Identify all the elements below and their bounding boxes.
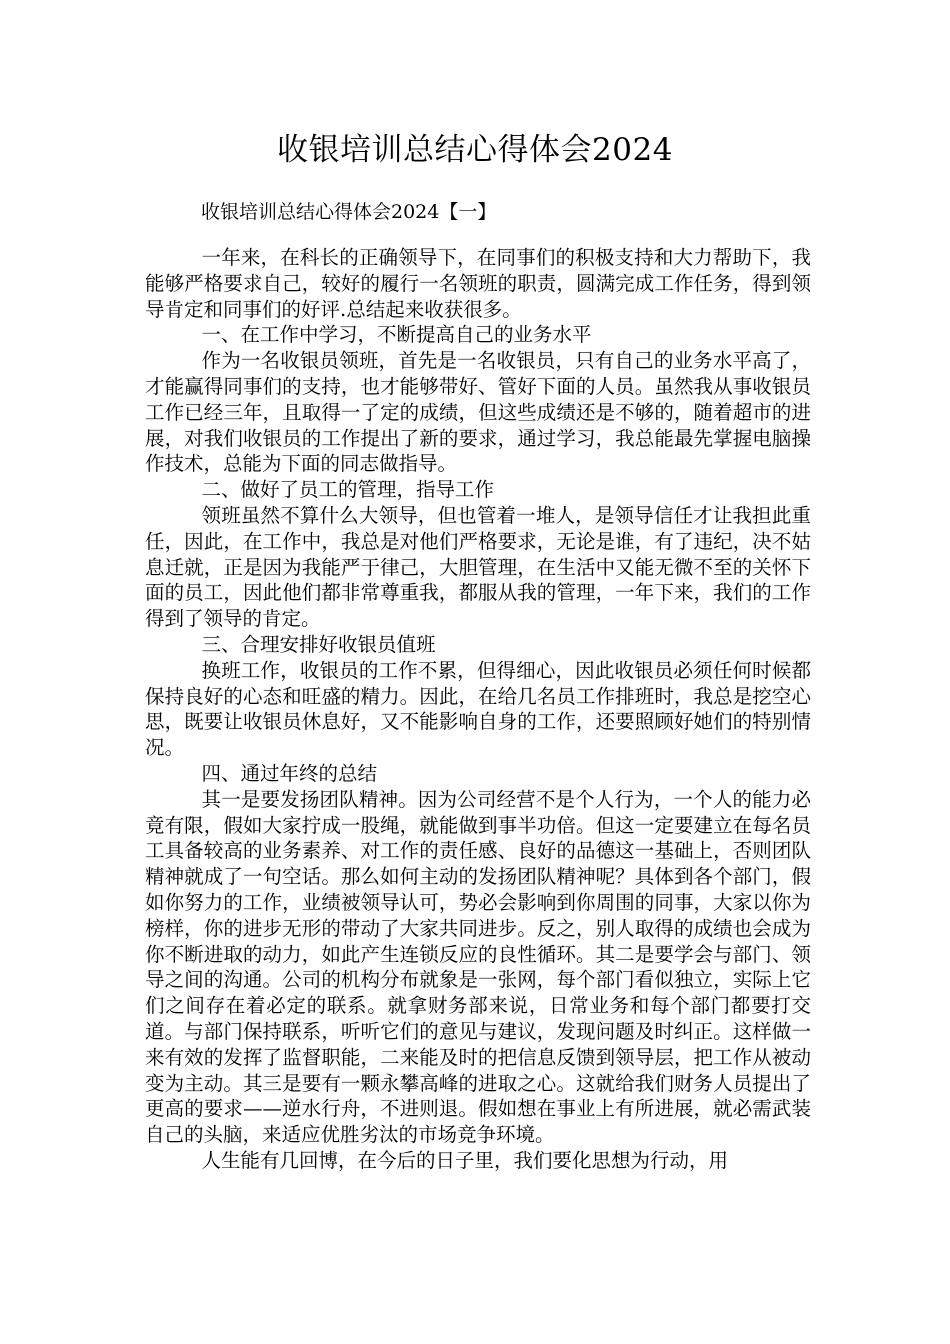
paragraph-section-1: 作为一名收银员领班，首先是一名收银员，只有自己的业务水平高了，才能赢得同事们的支持，也才能够带好、管好下面的人员。虽然我从事收银员工作已经三年，且取得一了定的成绩，但这些成绩还是不够的，随着超市的进展，对我们收银员的工作提出了新的要求，通过学习，我总能最先掌握电脑操作技术，总能为下面的同志做指导。 bbox=[145, 349, 811, 476]
paragraph-closing: 人生能有几回博，在今后的日子里，我们要化思想为行动，用 bbox=[201, 1148, 729, 1172]
paragraph-intro: 一年来，在科长的正确领导下，在同事们的积极支持和大力帮助下，我能够严格要求自己，较好的履行一名领班的职责，圆满完成工作任务，得到领导肯定和同事们的好评.总结起来收获很多。 bbox=[145, 246, 811, 321]
document-body bbox=[145, 245, 811, 1174]
paragraph-section-3: 换班工作，收银员的工作不累，但得细心，因此收银员必须任何时候都保持良好的心态和旺盛的精力。因此，在给几名员工作排班时，我总是挖空心思，既要让收银员休息好，又不能影响自身的工作，还要照顾好她们的特别情况。 bbox=[145, 658, 811, 760]
section-heading-3: 三、合理安排好收银员值班 bbox=[201, 632, 436, 656]
paragraph-section-4: 其一是要发扬团队精神。因为公司经营不是个人行为，一个人的能力必竟有限，假如大家拧成一股绳，就能做到事半功倍。但这一定要建立在每名员工具备较高的业务素养、对工作的责任感、良好的品德这一基础上，否则团队精神就成了一句空话。那么如何主动的发扬团队精神呢？具体到各个部门，假如你努力的工作，业绩被领导认可，势必会影响到你周围的同事，大家以你为榜样，你的进步无形的带动了大家共同进步。反之，别人取得的成绩也会成为你不断进取的动力，如此产生连锁反应的良性循环。其二是要学会与部门、领导之间的沟通。公司的机构分布就象是一张网，每个部门看似独立，实际上它们之间存在着必定的联系。就拿财务部来说，日常业务和每个部门都要打交道。与部门保持联系，听听它们的意见与建议，发现问题及时纠正。这样做一来有效的发挥了监督职能，二来能及时的把信息反馈到领导层，把工作从被动变为主动。其三是要有一颗永攀高峰的进取之心。这就给我们财务人员提出了更高的要求——逆水行舟，不进则退。假如想在事业上有所进展，就必需武装自己的头脑，来适应优胜劣汰的市场竞争环境。 bbox=[145, 787, 811, 1147]
section-heading-1: 一、在工作中学习，不断提高自己的业务水平 bbox=[201, 323, 592, 347]
document-title: 收银培训总结心得体会2024 bbox=[277, 132, 673, 168]
paragraph-section-2: 领班虽然不算什么大领导，但也管着一堆人，是领导信任才让我担此重任，因此，在工作中，我总是对他们严格要求，无论是谁，有了违纪，决不姑息迁就，正是因为我能严于律己，大胆管理，在生活中又能无微不至的关怀下面的员工，因此他们都非常尊重我，都服从我的管理，一年下来，我们的工作得到了领导的肯定。 bbox=[145, 503, 811, 631]
section-heading-2: 二、做好了员工的管理，指导工作 bbox=[201, 478, 495, 502]
document-subtitle: 收银培训总结心得体会2024【一】 bbox=[201, 201, 497, 223]
section-heading-4: 四、通过年终的总结 bbox=[201, 761, 378, 785]
